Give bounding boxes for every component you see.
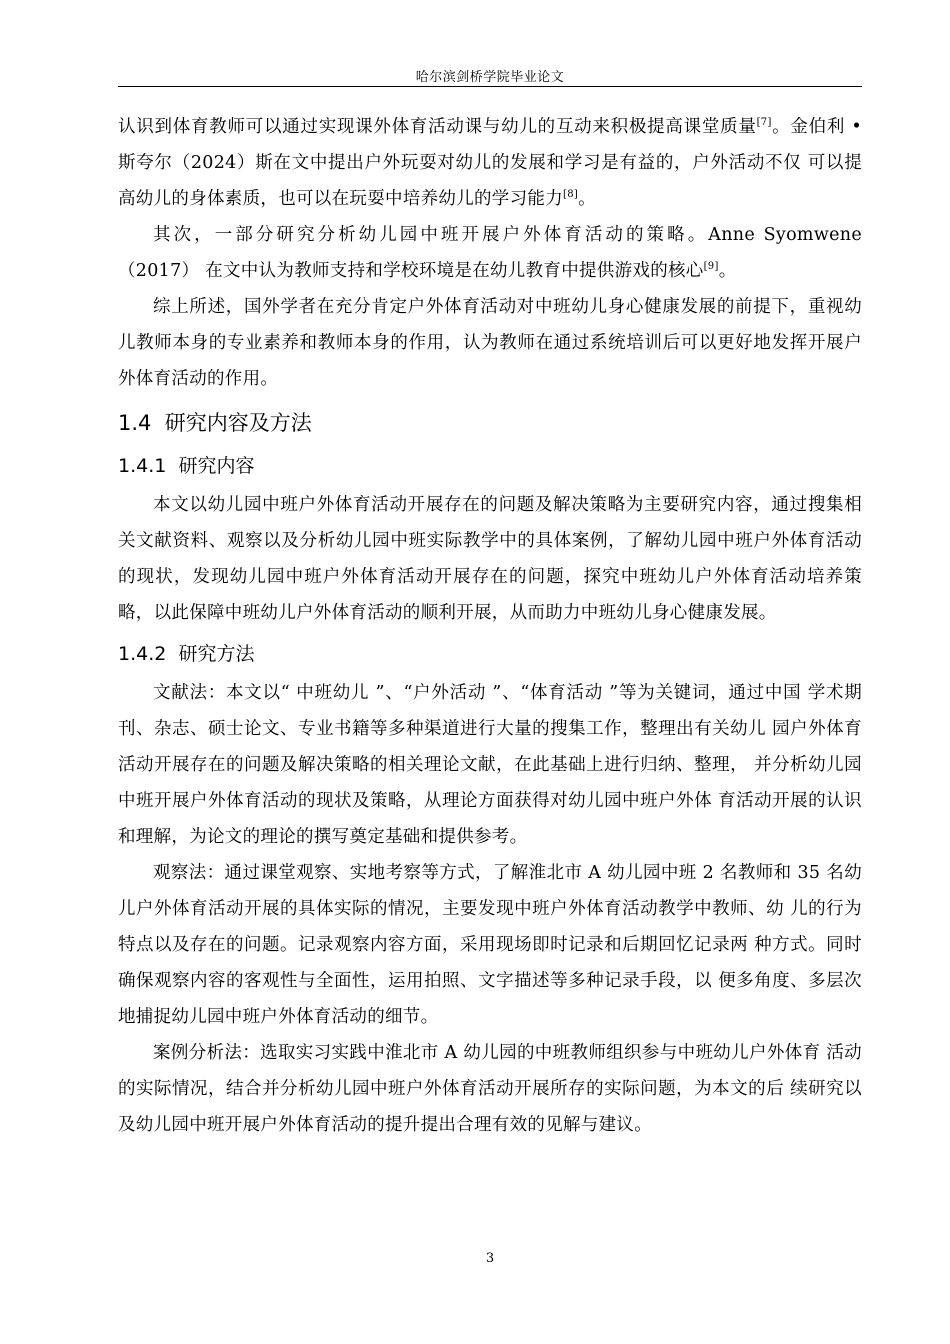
section-heading <box>118 403 862 443</box>
subsection-title: 研究方法 <box>178 643 255 665</box>
section-title: 研究内容及方法 <box>164 411 312 435</box>
paragraph-text: 其次，一部分研究分析幼儿园中班开展户外体育活动的策略。Anne Syomwene（2017） 在文中认为教师支持和学校环境是在幼儿教育中提供游戏的核心 <box>118 225 862 281</box>
paragraph-case-analysis-method: 案例分析法：选取实习实践中淮北市 A 幼儿园的中班教师组织参与中班幼儿户外体育 活动的实际情况，结合并分析幼儿园中班户外体育活动开展所存的实际问题，为本文的后 续研究以及幼儿园中班开展户外体育活动的提升提出合理有效的见解与建议。 <box>118 1043 862 1135</box>
paragraph-text: 认识到体育教师可以通过实现课外体育活动课与幼儿的互动来积极提高课堂质量 <box>118 117 757 137</box>
citation-ref: [9] <box>703 261 719 272</box>
paragraph-summary: 综上所述，国外学者在充分肯定户外体育活动对中班幼儿身心健康发展的前提下，重视幼儿教师本身的专业素养和教师本身的作用，认为教师在通过系统培训后可以更好地发挥开展户外体育活动的作用。 <box>118 297 862 389</box>
subsection-number: 1.4.1 <box>118 455 167 477</box>
citation-ref: [7] <box>756 117 772 128</box>
subsection-title: 研究内容 <box>178 455 255 477</box>
paragraph-research-content: 本文以幼儿园中班户外体育活动开展存在的问题及解决策略为主要研究内容，通过搜集相关文献资料、观察以及分析幼儿园中班实际教学中的具体案例，了解幼儿园中班户外体育活动的现状，发现幼儿园中班户外体育活动开展存在的问题，探究中班幼儿户外体育活动培养策略，以此保障中班幼儿户外体育活动的顺利开展，从而助力中班幼儿身心健康发展。 <box>118 495 862 623</box>
page-number: 3 <box>485 1251 495 1266</box>
paragraph-text: 。 <box>578 189 596 209</box>
paragraph-text: 。金伯利 • 斯夸尔（2024）斯在文中提出户外玩耍对幼儿的发展和学习是有益的，户外活动不仅 可以提高幼儿的身体素质，也可以在玩耍中培养幼儿的学习能力 <box>118 117 863 209</box>
section-number: 1.4 <box>118 411 152 435</box>
paragraph-strategy-research <box>118 217 862 289</box>
paragraph-observation-method: 观察法：通过课堂观察、实地考察等方式，了解淮北市 A 幼儿园中班 2 名教师和 35 名幼儿户外体育活动开展的具体实际的情况，主要发现中班户外体育活动教学中教师、幼 儿的行为特点以及存在的问题。记录观察内容方面，采用现场即时记录和后期回忆记录两 种方式。同时确保观察内容的客观性与全面性，运用拍照、文字描述等多种记录手段，以 便多角度、多层次地捕捉幼儿园中班户外体育活动的细节。 <box>118 863 862 1027</box>
paragraph-text: 。 <box>718 261 737 281</box>
citation-ref: [8] <box>563 189 579 200</box>
paragraph-literature-method: 文献法：本文以“ 中班幼儿 ”、“户外活动 ”、“体育活动 ”等为关键词，通过中国 学术期刊、杂志、硕士论文、专业书籍等多种渠道进行大量的搜集工作，整理出有关幼儿 园户外体育活动开展存在的问题及解决策略的相关理论文献，在此基础上进行归纳、整理， 并分析幼儿园中班开展户外体育活动的现状及策略，从理论方面获得对幼儿园中班户外体 育活动开展的认识和理解，为论文的理论的撰写奠定基础和提供参考。 <box>118 683 862 847</box>
header-rule <box>118 86 862 87</box>
paragraph-foreign-research-continued <box>118 109 862 217</box>
subsection-heading-methods <box>118 635 862 673</box>
body-content <box>118 109 862 1143</box>
subsection-heading-content <box>118 447 862 485</box>
running-header: 哈尔滨剑桥学院毕业论文 <box>415 70 565 85</box>
subsection-number: 1.4.2 <box>118 643 167 665</box>
